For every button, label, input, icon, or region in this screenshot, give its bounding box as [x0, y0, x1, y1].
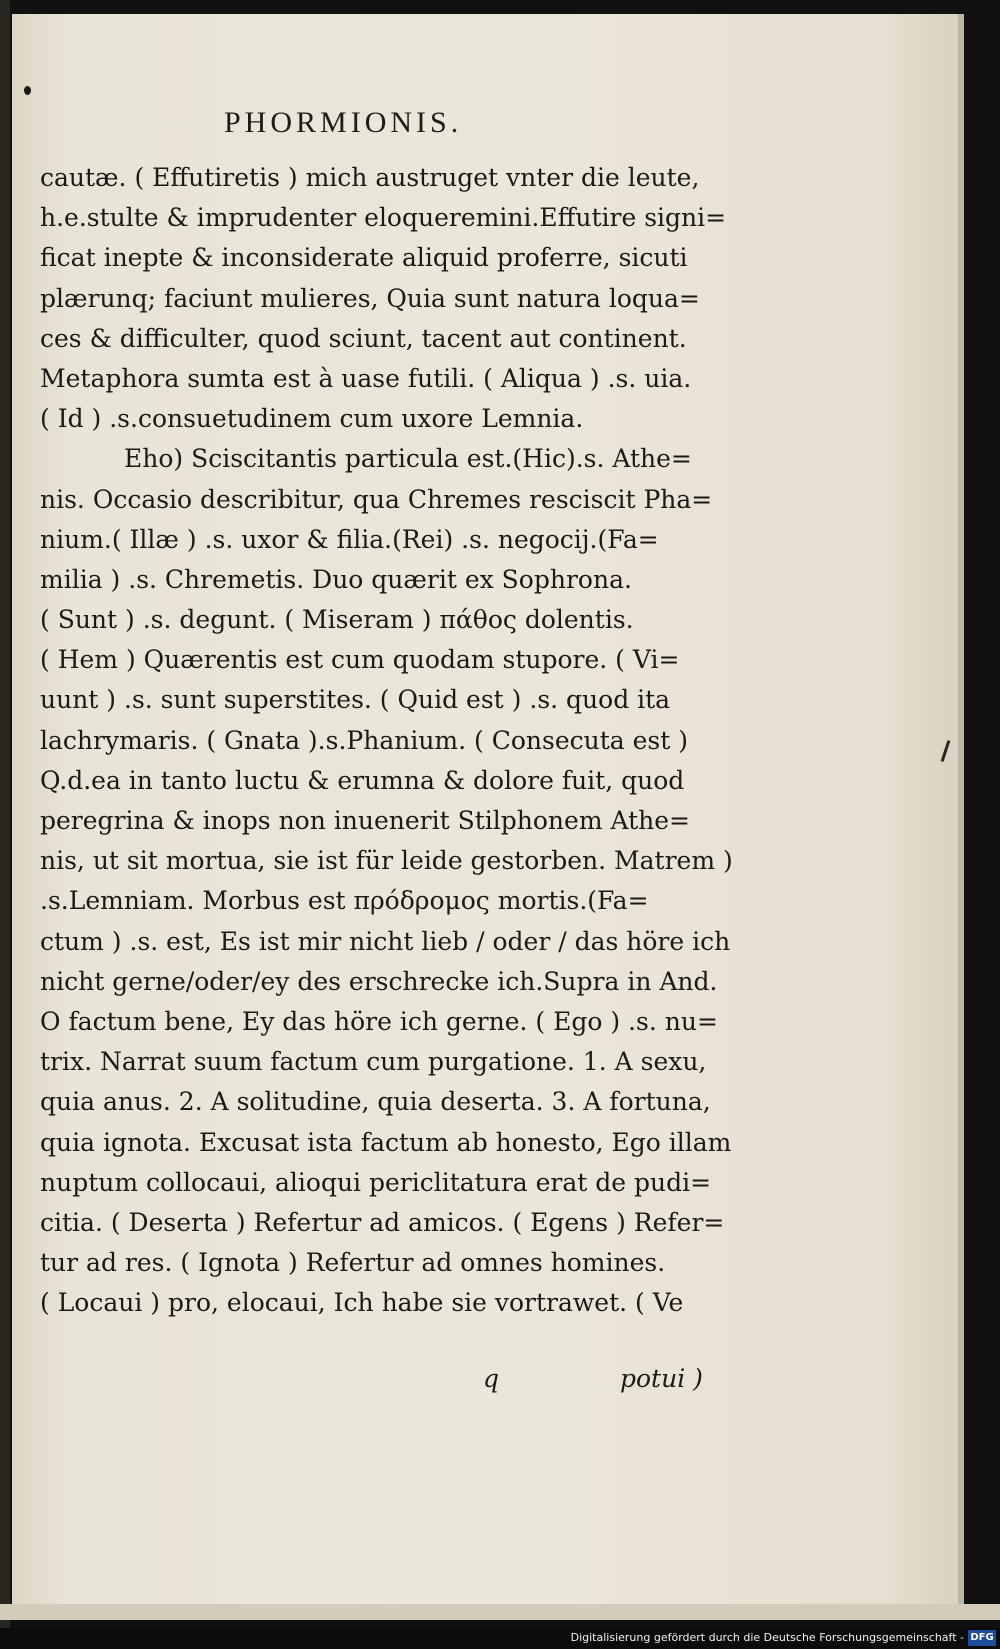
running-head: PHORMIONIS. [224, 106, 463, 139]
text-line: ces & difficulter, quod sciunt, tacent aut continent. [40, 323, 687, 353]
text-line: quia ignota. Excusat ista factum ab honesto, Ego illam [40, 1127, 732, 1157]
commentary-text [40, 158, 733, 1323]
dfg-logo-icon: DFG [968, 1630, 996, 1646]
text-line: nis, ut sit mortua, sie ist für leide gestorben. Matrem ) [40, 846, 733, 876]
funding-credit: Digitalisierung gefördert durch die Deutsche Forschungsgemeinschaft - [570, 1631, 964, 1644]
text-line: cautæ. ( Effutiretis ) mich austruget vnter die leute, [40, 163, 700, 192]
text-line: ( Hem ) Quærentis est cum quodam stupore. ( Vi= [40, 645, 680, 675]
text-line: Eho) Sciscitantis particula est.(Hic).s. Athe= [124, 444, 692, 474]
text-line: nicht gerne/oder/ey des erschrecke ich.Supra in And. [40, 966, 718, 996]
text-line: ficat inepte & inconsiderate aliquid proferre, sicuti [40, 243, 688, 273]
text-line: citia. ( Deserta ) Refertur ad amicos. ( Egens ) Refer= [40, 1207, 725, 1237]
text-line: h.e.stulte & imprudenter eloqueremini.Effutire signi= [40, 203, 727, 233]
text-line: milia ) .s. Chremetis. Duo quærit ex Sophrona. [40, 564, 632, 594]
text-line: O factum bene, Ey das höre ich gerne. ( Ego ) .s. nu= [40, 1006, 718, 1036]
text-line: nium.( Illæ ) .s. uxor & filia.(Rei) .s. negocij.(Fa= [40, 524, 659, 554]
text-line: plærunq; faciunt mulieres, Quia sunt natura loqua= [40, 283, 700, 313]
text-line: peregrina & inops non inuenerit Stilphonem Athe= [40, 806, 690, 835]
text-line: Q.d.ea in tanto luctu & erumna & dolore fuit, quod [40, 765, 685, 795]
binding-edge [0, 0, 10, 1649]
text-line: ( Id ) .s.consuetudinem cum uxore Lemnia. [40, 404, 584, 434]
ink-dot-mark [24, 86, 31, 95]
text-line: Metaphora sumta est à uase futili. ( Aliqua ) .s. uia. [40, 363, 692, 393]
text-line: tur ad res. ( Ignota ) Refertur ad omnes homines. [40, 1248, 666, 1278]
catchword: potui ) [620, 1364, 703, 1393]
text-line: trix. Narrat suum factum cum purgatione. 1. A sexu, [40, 1047, 707, 1077]
text-line: nis. Occasio describitur, qua Chremes resciscit Pha= [40, 484, 713, 514]
text-line: .s.Lemniam. Morbus est πρόδρομος mortis.(Fa= [40, 886, 649, 916]
text-line: ctum ) .s. est, Es ist mir nicht lieb / oder / das höre ich [40, 926, 731, 956]
page-bottom-edge [0, 1604, 1000, 1620]
text-line: ( Sunt ) .s. degunt. ( Miseram ) πάθος dolentis. [40, 605, 634, 635]
text-line: lachrymaris. ( Gnata ).s.Phanium. ( Consecuta est ) [40, 725, 689, 755]
text-line: ( Locaui ) pro, elocaui, Ich habe sie vortrawet. ( Ve [40, 1288, 684, 1318]
text-line: uunt ) .s. sunt superstites. ( Quid est ) .s. quod ita [40, 685, 671, 715]
signature-mark: q [483, 1364, 500, 1393]
text-line: quia anus. 2. A solitudine, quia deserta. 3. A fortuna, [40, 1087, 711, 1117]
text-line: nuptum collocaui, alioqui periclitatura erat de pudi= [40, 1167, 712, 1197]
